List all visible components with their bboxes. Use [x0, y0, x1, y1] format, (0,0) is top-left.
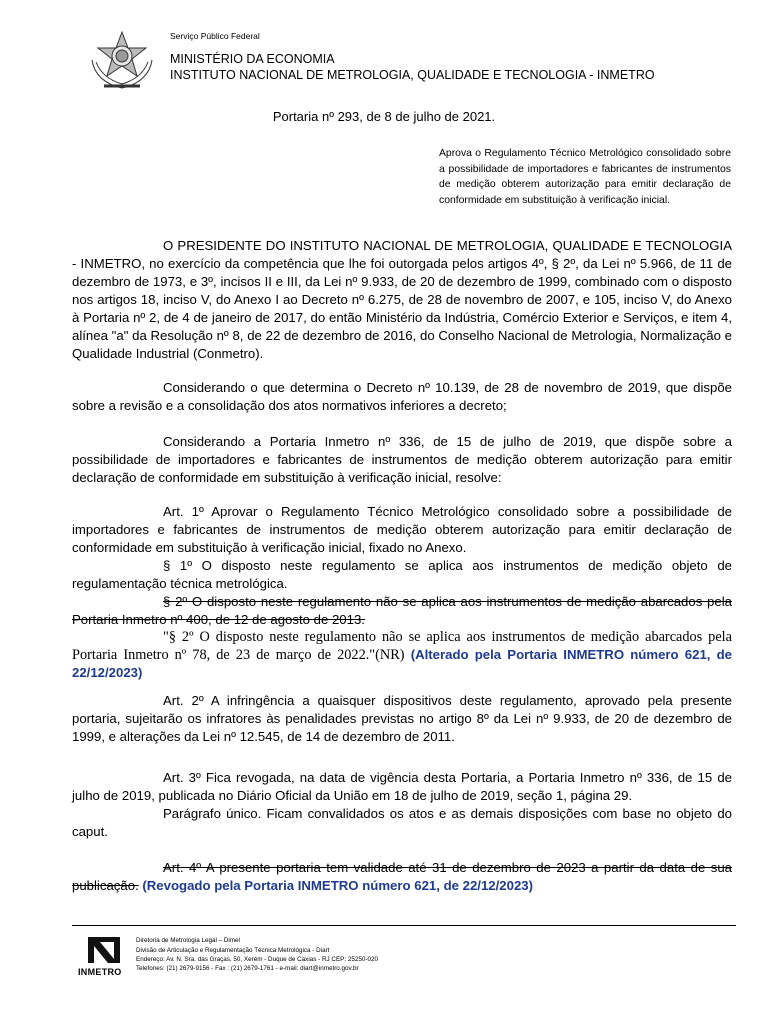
article-1: Art. 1º Aprovar o Regulamento Técnico Metrológico consolidado sobre a possibilidade de importadores e fabricantes de instrumentos de medição obterem autorização para emitir declaração de conformidade em substituição à verificação inicial, fixado no Anexo.: [72, 504, 732, 555]
revocation-note: (Revogado pela Portaria INMETRO número 621, de 22/12/2023): [142, 878, 534, 893]
considerando-1: Considerando o que determina o Decreto nº 10.139, de 28 de novembro de 2019, que dispõe sobre a revisão e a consolidação dos atos normativos inferiores a decreto;: [72, 380, 732, 413]
inmetro-logo-text: INMETRO: [78, 967, 122, 977]
brasil-coat-of-arms-icon: [84, 30, 160, 92]
footer-line-3: Endereço: Av. N. Sra. das Graças, 50, Xerém - Duque de Caxias - RJ CEP: 25250-020: [136, 956, 378, 963]
amendment-note: (Alterado pela Portaria INMETRO número 621, de 22/12/2023): [72, 647, 732, 680]
header-ministry: MINISTÉRIO DA ECONOMIA: [170, 52, 335, 66]
article-3: Art. 3º Fica revogada, na data de vigência desta Portaria, a Portaria Inmetro nº 336, de 15 de julho de 2019, publicada no Diário Oficial da União em 18 de julho de 2019, seção 1, página 29.: [72, 770, 732, 803]
preamble: O PRESIDENTE DO INSTITUTO NACIONAL DE METROLOGIA, QUALIDADE E TECNOLOGIA - INMETRO, no exercício da competência que lhe foi outorgada pelos artigos 4º, § 2º, da Lei nº 5.966, de 11 de dezembro de 1973, e 3º, incisos II e III, da Lei nº 9.933, de 20 de dezembro de 1999, combinado com o disposto nos artigos 18, inciso V, do Anexo I ao Decreto nº 6.275, de 28 de novembro de 2007, e 105, inciso V, do Anexo à Portaria nº 2, de 4 de janeiro de 2017, do então Ministério da Indústria, Comércio Exterior e Serviços, e item 4, alínea "a" da Resolução nº 8, de 22 de dezembro de 2016, do Conselho Nacional de Metrologia, Normalização e Qualidade Industrial (Conmetro).: [72, 238, 732, 361]
footer-line-2: Divisão de Articulação e Regulamentação Técnica Metrológica - Diart: [136, 947, 330, 954]
article-4: [72, 859, 732, 895]
header-service: Serviço Público Federal: [170, 31, 260, 41]
header-institute: INSTITUTO NACIONAL DE METROLOGIA, QUALIDADE E TECNOLOGIA - INMETRO: [170, 68, 655, 82]
ementa: Aprova o Regulamento Técnico Metrológico consolidado sobre a possibilidade de importadores e fabricantes de instrumentos de medição obterem autorização para emitir declaração de conformidade em substituição à verificação inicial.: [439, 148, 731, 206]
footer-line-1: Diretoria de Metrologia Legal – Dimel: [136, 937, 240, 944]
article-2: Art. 2º A infringência a quaisquer dispositivos deste regulamento, aprovado pela presente portaria, sujeitarão os infratores às penalidades previstas no artigo 8º da Lei nº 9.933, de 20 de dezembro de 1999, e alterações da Lei nº 12.545, de 14 de dezembro de 2011.: [72, 693, 732, 744]
considerando-2: Considerando a Portaria Inmetro nº 336, de 15 de julho de 2019, que dispõe sobre a possibilidade de importadores e fabricantes de instrumentos de medição obterem autorização para emitir declaração de conformidade em substituição à verificação inicial, resolve:: [72, 434, 732, 485]
footer-divider: [72, 925, 736, 926]
article-1-paragraph-2-new-text: "§ 2º O disposto neste regulamento não se aplica aos instrumentos de medição abarcados pela Portaria Inmetro nº 78, de 23 de março de 2022."(NR): [72, 629, 732, 663]
article-4-revoked-text: Art. 4º A presente portaria tem validade até 31 de dezembro de 2023 a partir da data de sua publicação.: [72, 860, 732, 893]
article-1-paragraph-1: § 1º O disposto neste regulamento se aplica aos instrumentos de medição objeto de regulamentação técnica metrológica.: [72, 558, 732, 591]
footer-line-4: Telefones: (21) 2679-9156 - Fax : (21) 2679-1761 - e-mail: diart@inmetro.gov.br: [136, 965, 359, 972]
document-title: Portaria nº 293, de 8 de julho de 2021.: [272, 109, 496, 124]
article-3-sole-paragraph: Parágrafo único. Ficam convalidados os atos e as demais disposições com base no objeto do caput.: [72, 806, 732, 839]
article-1-paragraph-2-amended: [72, 628, 732, 682]
article-1-paragraph-2-revoked: § 2º O disposto neste regulamento não se aplica aos instrumentos de medição abarcados pela Portaria Inmetro nº 400, de 12 de agosto de 2013.: [72, 594, 732, 627]
